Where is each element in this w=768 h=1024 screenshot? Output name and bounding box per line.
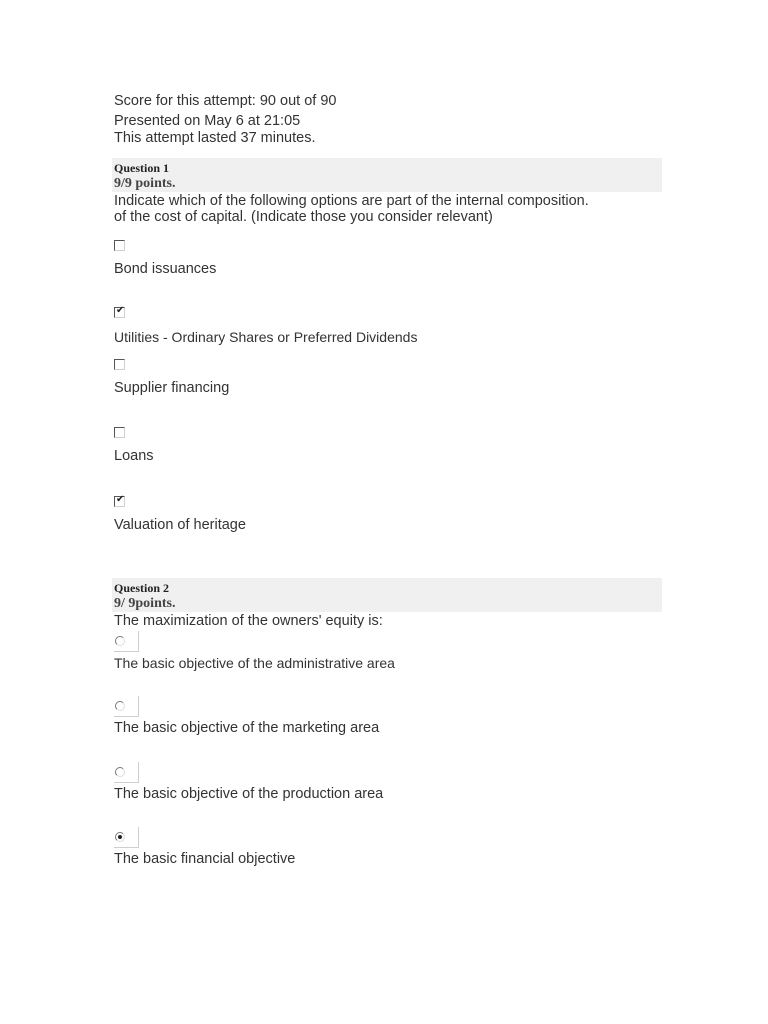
radio-unselected-icon[interactable]: [115, 767, 125, 777]
question-2-text: The maximization of the owners' equity is:: [114, 613, 383, 629]
presented-text: Presented on May 6 at 21:05: [114, 113, 301, 129]
option-label: The basic objective of the marketing area: [114, 720, 380, 736]
option-label: The basic objective of the administrative area: [114, 655, 395, 671]
option-label: The basic objective of the production area: [114, 786, 384, 802]
radio-frame[interactable]: [114, 631, 139, 652]
option-label: Utilities - Ordinary Shares or Preferred Dividends: [114, 329, 418, 345]
radio-selected-icon[interactable]: [115, 832, 125, 842]
question-1-title: Question 1: [114, 161, 170, 175]
checkbox-unchecked-icon[interactable]: [114, 359, 125, 370]
checkbox-unchecked-icon[interactable]: [114, 240, 125, 251]
question-1-option[interactable]: [114, 240, 664, 278]
question-1-option[interactable]: [114, 359, 664, 397]
option-label: Bond issuances: [114, 261, 217, 277]
question-2-option[interactable]: [114, 827, 664, 868]
question-2-points: 9/ 9points.: [114, 596, 176, 611]
question-2-header: [112, 578, 662, 612]
attempt-summary: [114, 93, 664, 147]
checkmark-icon: ✔: [116, 494, 125, 505]
question-2-option[interactable]: [114, 696, 664, 737]
duration-text: This attempt lasted 37 minutes.: [114, 130, 316, 146]
question-2: [114, 578, 664, 868]
question-1-header: [112, 158, 662, 192]
option-label: The basic financial objective: [114, 851, 296, 867]
radio-dot-icon: [118, 835, 122, 839]
score-text: Score for this attempt: 90 out of 90: [114, 93, 337, 109]
radio-frame[interactable]: [114, 696, 139, 717]
question-2-option[interactable]: [114, 762, 664, 803]
question-1-option[interactable]: [114, 496, 664, 534]
quiz-results: [114, 93, 664, 868]
checkmark-icon: ✔: [116, 305, 125, 316]
radio-frame[interactable]: [114, 827, 139, 848]
option-label: Loans: [114, 448, 154, 464]
radio-unselected-icon[interactable]: [115, 701, 125, 711]
checkbox-checked-icon[interactable]: [114, 496, 125, 507]
radio-frame[interactable]: [114, 762, 139, 783]
question-1-points: 9/9 points.: [114, 176, 176, 191]
question-1-option[interactable]: [114, 307, 664, 346]
question-2-title: Question 2: [114, 581, 170, 595]
checkbox-unchecked-icon[interactable]: [114, 427, 125, 438]
question-1: [114, 158, 664, 534]
question-1-text-line2: of the cost of capital. (Indicate those you consider relevant): [114, 209, 493, 225]
radio-unselected-icon[interactable]: [115, 636, 125, 646]
question-2-option[interactable]: [114, 631, 664, 672]
question-1-option[interactable]: [114, 427, 664, 465]
checkbox-checked-icon[interactable]: [114, 307, 125, 318]
option-label: Valuation of heritage: [114, 517, 246, 533]
option-label: Supplier financing: [114, 380, 230, 396]
question-1-text: [114, 193, 664, 225]
question-1-text-line1: Indicate which of the following options are part of the internal composition.: [114, 193, 589, 209]
